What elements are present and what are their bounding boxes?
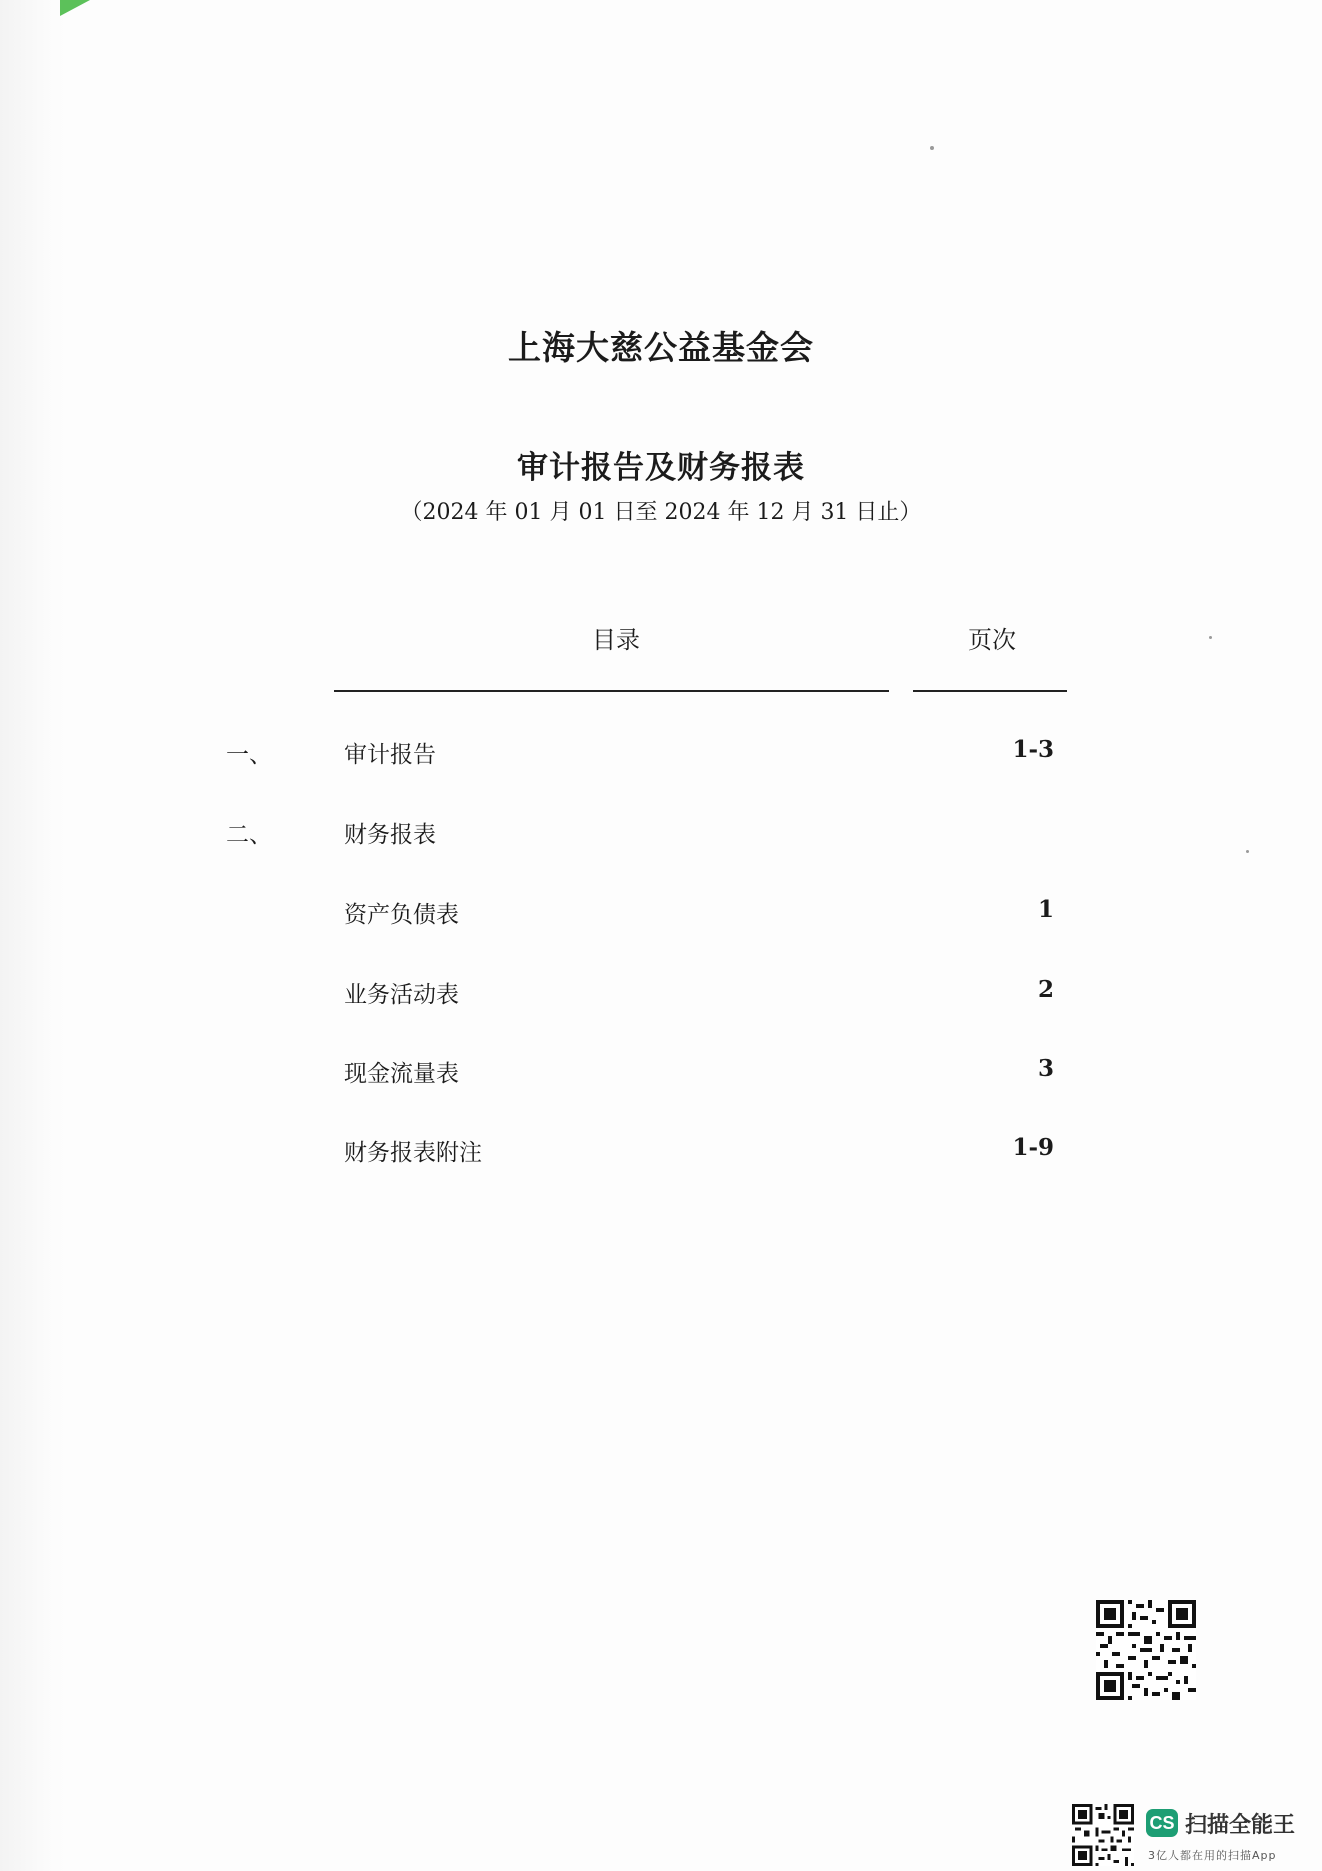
toc-label: 现金流量表 <box>344 1061 459 1087</box>
toc-row <box>0 736 1322 776</box>
toc-page-number: 1-9 <box>1012 1134 1054 1161</box>
toc-label: 财务报表 <box>344 822 436 848</box>
scan-speck <box>1209 636 1212 639</box>
verification-qr-code <box>1096 1600 1196 1700</box>
toc-page-number: 1 <box>1037 896 1054 923</box>
toc-row <box>0 896 1322 936</box>
toc-label: 审计报告 <box>344 742 436 768</box>
toc-row <box>0 816 1322 856</box>
toc-row <box>0 1134 1322 1174</box>
toc-header-contents: 目录 <box>592 626 640 654</box>
toc-row <box>0 976 1322 1016</box>
organization-name: 上海大慈公益基金会 <box>508 328 814 367</box>
toc-number: 二、 <box>226 822 272 848</box>
toc-header-page: 页次 <box>968 626 1016 654</box>
toc-page-number: 2 <box>1037 976 1054 1003</box>
toc-label: 资产负债表 <box>344 902 459 928</box>
camscanner-logo-icon: CS <box>1146 1809 1178 1837</box>
toc-page-rule <box>913 690 1067 692</box>
toc-number: 一、 <box>226 742 272 768</box>
scan-speck <box>930 146 934 150</box>
scanner-app-badge <box>1072 1804 1308 1866</box>
report-period: （2024 年 01 月 01 日至 2024 年 12 月 31 日止） <box>400 500 922 525</box>
app-qr-code <box>1072 1804 1134 1866</box>
toc-header-rule <box>334 690 889 692</box>
report-title: 审计报告及财务报表 <box>517 450 805 486</box>
toc-label: 业务活动表 <box>344 982 459 1008</box>
toc-row <box>0 1055 1322 1095</box>
corner-mark <box>60 0 90 16</box>
scanner-app-tagline: 3亿人都在用的扫描App <box>1148 1849 1277 1862</box>
toc-page-number: 1-3 <box>1012 736 1054 763</box>
toc-label: 财务报表附注 <box>344 1140 482 1166</box>
toc-page-number: 3 <box>1037 1055 1054 1082</box>
scanner-app-name: 扫描全能王 <box>1185 1813 1296 1838</box>
